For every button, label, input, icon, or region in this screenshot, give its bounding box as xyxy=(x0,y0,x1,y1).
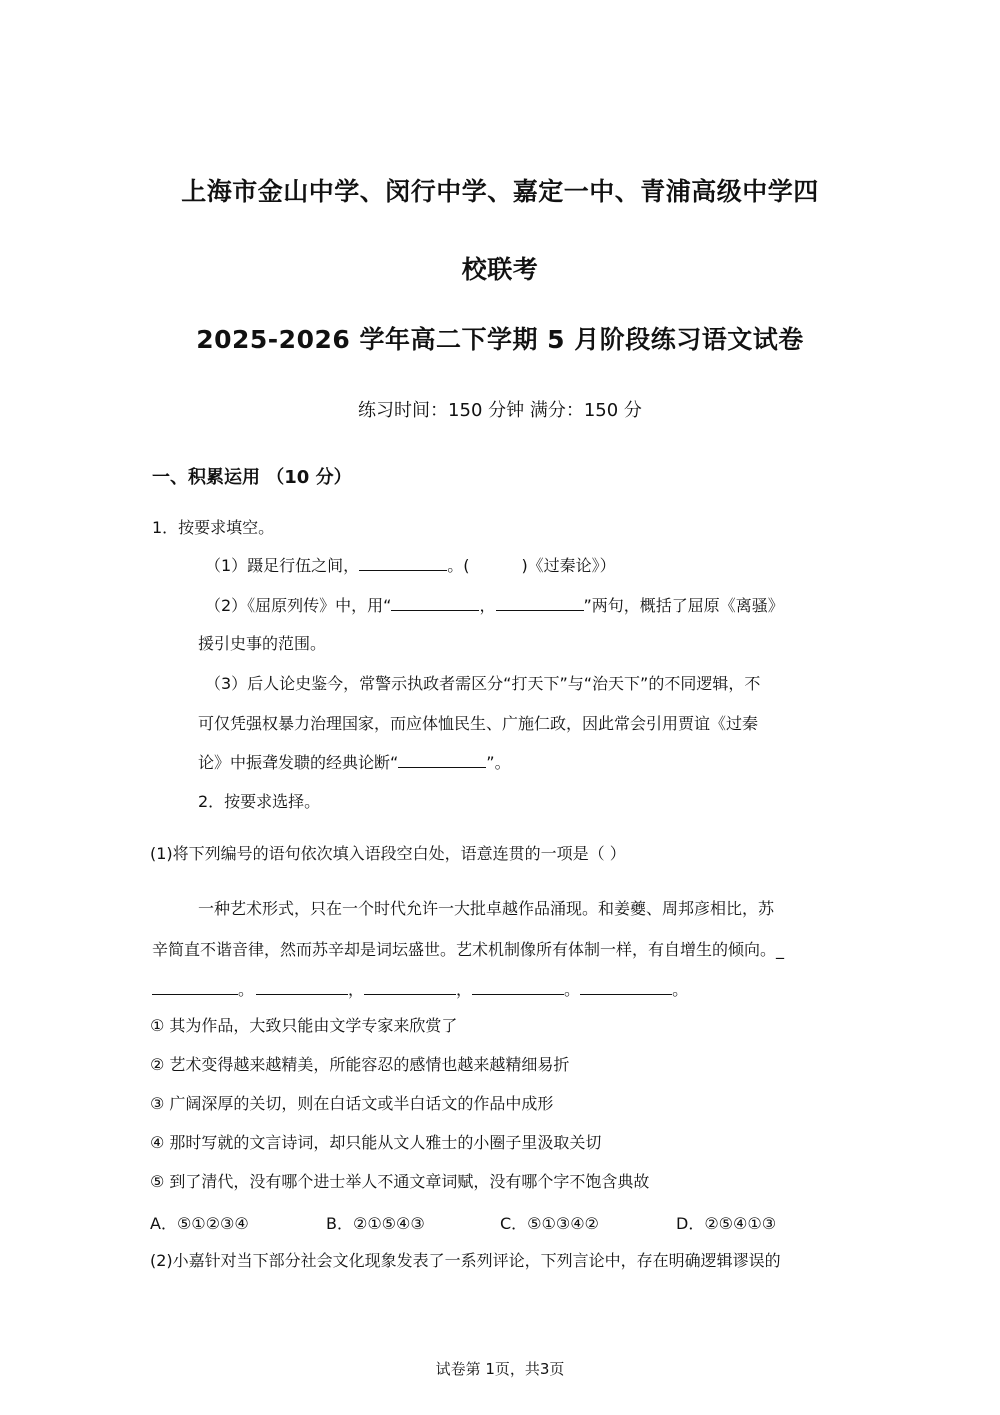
sub-3-text-b: ”。 xyxy=(486,753,511,772)
exam-title-line-2: 校联考 xyxy=(461,255,539,284)
question-1-sub-2 xyxy=(205,596,784,616)
question-2-part-2-stem: (2)小嘉针对当下部分社会文化现象发表了一系列评论，下列言论中，存在明确逻辑谬误的 xyxy=(150,1251,781,1270)
sub-2-text-a: （2）《屈原列传》中，用“ xyxy=(205,596,392,615)
sub-2-text-b: ， xyxy=(479,596,496,615)
question-1-sub-3-line-2: 可仅凭强权暴力治理国家，而应体恤民生、广施仁政，因此常会引用贾谊《过秦 xyxy=(198,714,759,733)
sub-3-text-a: 论》中振聋发聩的经典论断“ xyxy=(198,753,399,772)
question-2-part-1-stem: (1)将下列编号的语句依次填入语段空白处，语意连贯的一项是（ ） xyxy=(150,844,626,863)
fill-blank[interactable] xyxy=(256,980,348,995)
option-3: ③ 广阔深厚的关切，则在白话文或半白话文的作品中成形 xyxy=(150,1094,554,1113)
choice-d[interactable]: D．②⑤④①③ xyxy=(676,1214,777,1233)
passage-line-1: 一种艺术形式，只在一个时代允许一大批卓越作品涌现。和姜夔、周邦彦相比，苏 xyxy=(198,899,775,918)
sub-2-text-c: ”两句，概括了屈原《离骚》 xyxy=(583,596,784,615)
question-1-stem: 1．按要求填空。 xyxy=(152,518,275,537)
exam-info: 练习时间：150 分钟 满分：150 分 xyxy=(358,400,642,421)
page-footer: 试卷第 1页，共3页 xyxy=(435,1360,565,1378)
fill-blank[interactable] xyxy=(152,980,238,995)
option-5: ⑤ 到了清代，没有哪个进士举人不通文章词赋，没有哪个字不饱含典故 xyxy=(150,1172,650,1191)
sub-1-text-c: )《过秦论》） xyxy=(521,556,616,575)
fill-blank[interactable] xyxy=(359,556,447,571)
fill-blank[interactable] xyxy=(364,980,456,995)
sub-1-text-a: （1）蹑足行伍之间， xyxy=(205,556,360,575)
question-1-sub-1 xyxy=(205,556,616,576)
passage-blanks: 。 ， ， 。 。 xyxy=(152,980,688,1000)
fill-blank[interactable] xyxy=(398,753,486,768)
question-1-sub-3-line-1: （3）后人论史鉴今，常警示执政者需区分“打天下”与“治天下”的不同逻辑，不 xyxy=(205,674,761,693)
fill-blank[interactable] xyxy=(391,596,479,611)
exam-title-line-1: 上海市金山中学、闵行中学、嘉定一中、青浦高级中学四 xyxy=(181,177,819,206)
choice-a[interactable]: A．⑤①②③④ xyxy=(150,1214,249,1233)
question-1-sub-2-cont: 援引史事的范围。 xyxy=(198,634,327,653)
option-1: ① 其为作品，大致只能由文学专家来欣赏了 xyxy=(150,1016,458,1035)
choice-c[interactable]: C．⑤①③④② xyxy=(500,1214,599,1233)
fill-blank[interactable] xyxy=(496,596,584,611)
option-4: ④ 那时写就的文言诗词，却只能从文人雅士的小圈子里汲取关切 xyxy=(150,1133,602,1152)
option-2: ② 艺术变得越来越精美，所能容忍的感情也越来越精细易折 xyxy=(150,1055,570,1074)
fill-blank[interactable] xyxy=(580,980,672,995)
question-2-stem: 2．按要求选择。 xyxy=(198,792,321,811)
section-heading: 一、积累运用 （10 分） xyxy=(152,467,352,488)
choice-b[interactable]: B．②①⑤④③ xyxy=(326,1214,425,1233)
question-1-sub-3-line-3 xyxy=(198,753,511,773)
fill-blank[interactable] xyxy=(472,980,564,995)
sub-1-text-b: 。( xyxy=(447,556,470,575)
exam-title-line-3: 2025-2026 学年高二下学期 5 月阶段练习语文试卷 xyxy=(196,325,804,354)
passage-line-2: 辛简直不谐音律，然而苏辛却是词坛盛世。艺术机制像所有体制一样，有自增生的倾向。_ xyxy=(152,940,785,959)
